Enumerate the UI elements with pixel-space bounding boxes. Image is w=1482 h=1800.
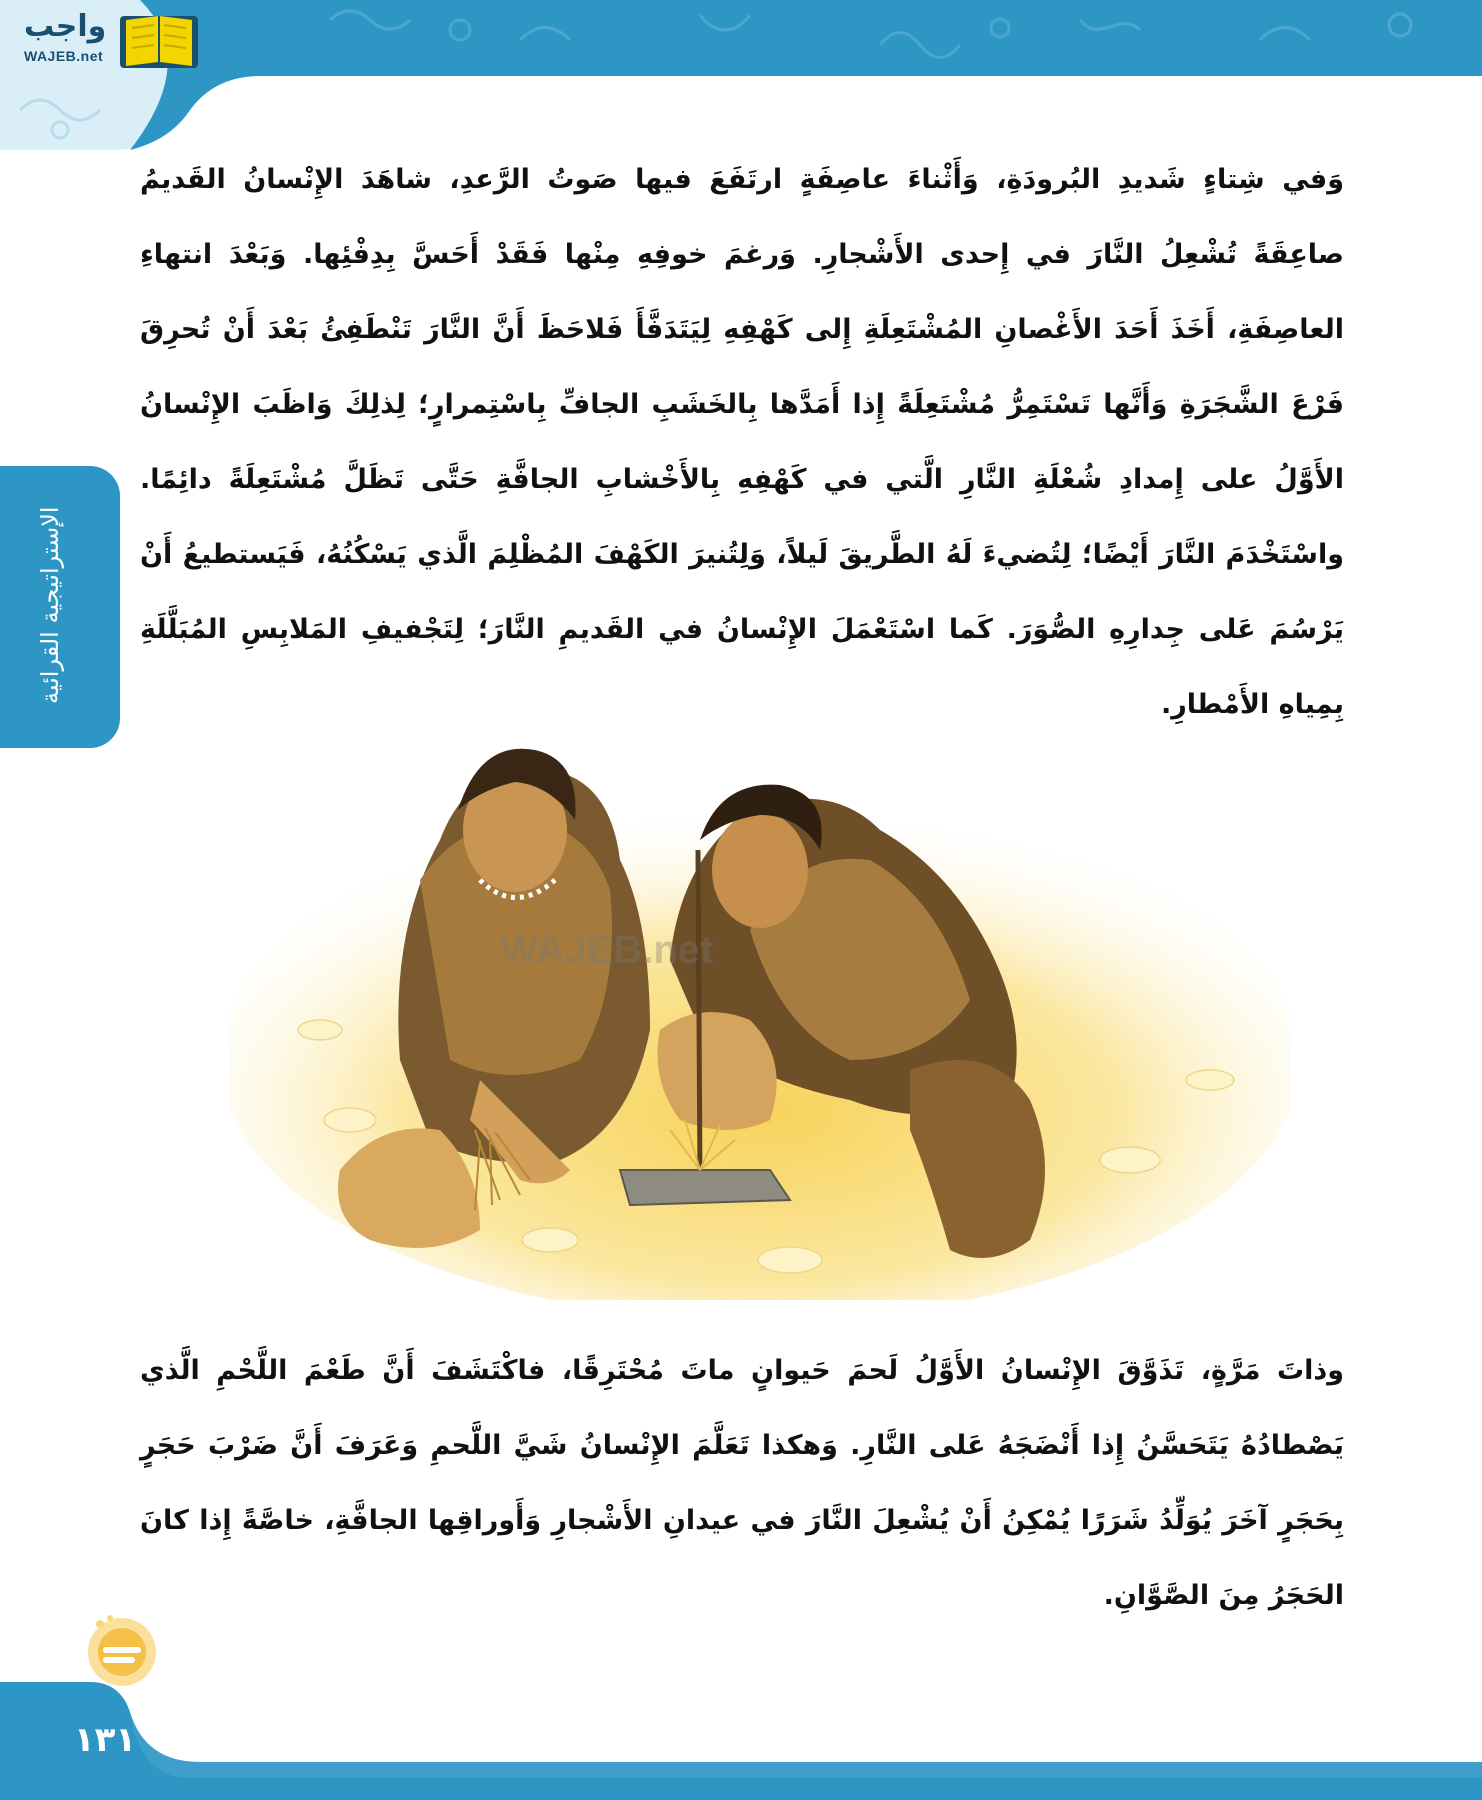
logo-text: واجب (24, 9, 107, 44)
paragraph-1: وَفي شِتاءٍ شَديدِ البُرودَةِ، وَأَثْناءَ عاصِفَةٍ ارتَفَعَ فيها صَوتُ الرَّعدِ، شاهَدَ الإِنْسانُ القَديمُ صاعِقَةً تُشْعِلُ النَّارَ في إِحدى الأَشْجارِ. وَرغمَ خوفِهِ مِنْها فَقَدْ أَحَسَّ بِدِفْئِها. وَبَعْدَ انتهاءِ العاصِفَةِ، أَخَذَ أَحَدَ الأَغْصانِ المُشْتَعِلَةِ إِلى كَهْفِهِ لِيَتَدَفَّأَ فَلاحَظَ أَنَّ النَّارَ تَنْطَفِئُ بَعْدَ أَنْ تُحرِقَ فَرْعَ الشَّجَرَةِ وَأَنَّها تَسْتَمِرُّ مُشْتَعِلَةً إِذا أَمَدَّها بِالخَشَبِ الجافِّ بِاسْتِمرارٍ؛ لِذلِكَ وَاظَبَ الإِنْسانُ الأَوَّلُ على إِمدادِ شُعْلَةِ النَّارِ الَّتي في كَهْفِهِ بِالأَخْشابِ الجافَّةِ حَتَّى تَظَلَّ مُشْتَعِلَةً دائِمًا. واسْتَخْدَمَ النَّارَ أَيْضًا؛ لِتُضيءَ لَهُ الطَّريقَ لَيلاً، وَلِتُنيرَ الكَهْفَ المُظْلِمَ الَّذي يَسْكُنُهُ، فَيَستطيعُ أَنْ يَرْسُمَ عَلى جِدارِهِ الصُّوَرَ. كَما اسْتَعْمَلَ الإِنْسانُ في القَديمِ النَّارَ؛ لِتَجْفيفِ المَلابِسِ المُبَلَّلَةِ بِمِياهِ الأَمْطارِ. (140, 164, 1344, 720)
page-number: ١٣١ (73, 1720, 137, 1760)
book-icon (118, 8, 200, 70)
reading-strategy-icon (82, 1610, 162, 1690)
paragraph-2: وذاتَ مَرَّةٍ، تَذَوَّقَ الإِنْسانُ الأَوَّلُ لَحمَ حَيوانٍ ماتَ مُحْتَرِقًا، فاكْتَشَفَ أَنَّ طَعْمَ اللَّحْمِ الَّذي يَصْطادُهُ يَتَحَسَّنُ إِذا أَنْضَجَهُ عَلى النَّارِ. وَهكذا تَعَلَّمَ الإِنْسانُ شَيَّ اللَّحمِ وَعَرَفَ أَنَّ ضَرْبَ حَجَرٍ بِحَجَرٍ آخَرَ يُوَلِّدُ شَرَرًا يُمْكِنُ أَنْ يُشْعِلَ النَّارَ في عيدانِ الأَشْجارِ وَأَوراقِها الجافَّةِ، خاصَّةً إِذا كانَ الحَجَرُ مِنَ الصَّوَّانِ. (140, 1355, 1344, 1611)
side-tab-label: الإستراتيجية القرائية (36, 506, 64, 704)
wajeb-logo[interactable] (10, 6, 200, 70)
cavemen-fire-illustration (230, 700, 1290, 1300)
watermark-text: WAJEB.net (500, 928, 714, 972)
header-band (0, 0, 1482, 155)
footer-band (0, 1682, 1482, 1800)
logo-subtext: WAJEB.net (24, 48, 104, 64)
